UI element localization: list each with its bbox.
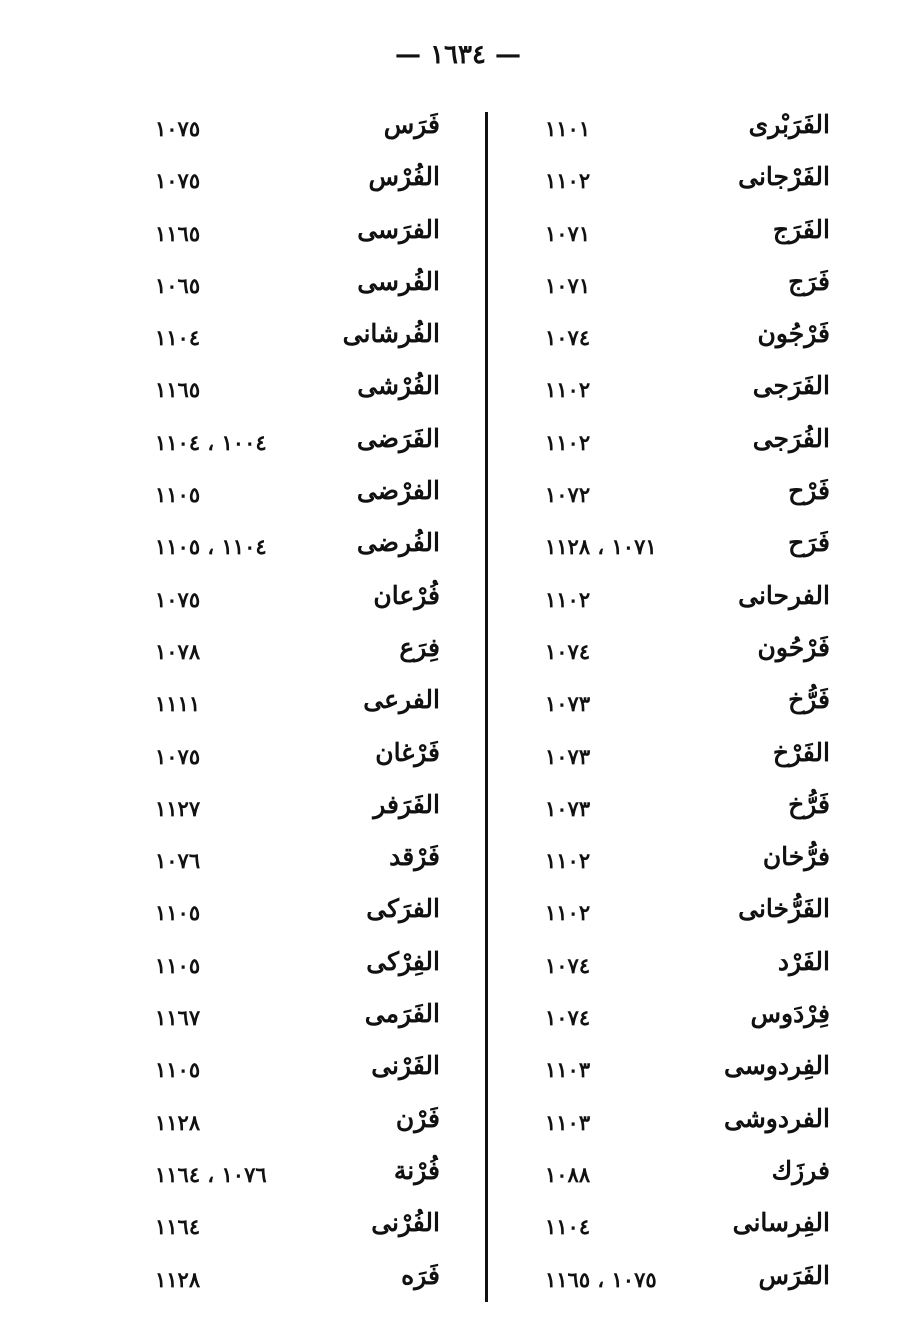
entry-page-refs: ١٠٧٥ [155, 116, 201, 141]
entry-term: الفَرَبْرى [748, 110, 830, 139]
index-entry [150, 1098, 450, 1150]
index-entry [540, 784, 840, 836]
entry-page-refs: ١١٦٧ [155, 1005, 201, 1031]
entry-term: الفَرَضى [356, 423, 440, 453]
index-entry [150, 732, 450, 784]
entry-term: الفَرَجى [752, 371, 830, 401]
entry-page-refs: ١٠٧٥ [155, 743, 201, 769]
index-entry [540, 941, 840, 993]
entry-term: الفُرْنى [371, 1208, 440, 1238]
entry-page-refs: ١٠٦٥ [155, 272, 201, 298]
index-entry [150, 941, 450, 993]
entry-page-refs: ١٠٨٨ [545, 1161, 591, 1187]
entry-page-refs: ١١٦٥ [155, 377, 201, 403]
entry-term: فِرْدَوس [750, 999, 830, 1029]
index-entry [540, 104, 840, 156]
index-entry [540, 1150, 840, 1202]
entry-term: الفَرْجانى [738, 162, 830, 192]
index-entry [540, 209, 840, 261]
page-number: — ١٦٣٤ — [395, 40, 521, 70]
entry-page-refs: ١٠٧٣ [545, 743, 591, 769]
index-entry [540, 732, 840, 784]
entry-term: فَرَح [788, 528, 830, 558]
entry-term: الفُرْشى [357, 371, 440, 401]
entry-page-refs: ١١٠٢ [545, 168, 591, 194]
entry-term: فَرْقد [389, 842, 440, 872]
index-entry [150, 522, 450, 574]
entry-page-refs: ١١٢٧ [155, 795, 201, 821]
entry-term: الفردوشى [724, 1103, 830, 1133]
entry-page-refs: ١٠٧٦ ، ١١٦٤ [155, 1161, 267, 1187]
entry-page-refs: ١٠٧٦ [155, 848, 201, 874]
entry-term: فَرُّخ [788, 789, 830, 819]
entry-term: فَرْن [395, 1103, 440, 1133]
index-entry [150, 575, 450, 627]
entry-page-refs: ١٠٠٤ ، ١١٠٤ [155, 429, 267, 455]
index-entry [150, 993, 450, 1045]
index-entry [540, 1045, 840, 1097]
entry-term: الفُرشانى [342, 319, 440, 349]
entry-page-refs: ١١٢٨ [155, 1266, 201, 1292]
entry-term: الفُرسى [357, 266, 440, 296]
entry-page-refs: ١٠٧١ [545, 272, 591, 298]
entry-term: الفَرْخ [772, 737, 830, 767]
entry-page-refs: ١١٠٣ [545, 1057, 591, 1083]
entry-term: فرُّخان [762, 842, 830, 872]
entry-page-refs: ١١٠٢ [545, 900, 591, 926]
entry-term: فُرْنة [393, 1155, 440, 1185]
index-entry [540, 1202, 840, 1254]
index-entry [540, 888, 840, 940]
entry-term: فرزَك [771, 1155, 830, 1185]
entry-term: فَرْحُون [757, 632, 830, 662]
entry-term: فَرَس [383, 110, 440, 139]
entry-page-refs: ١١٠٥ [155, 1057, 201, 1083]
entry-term: الفرحانى [738, 580, 830, 610]
entry-term: الفَرَفر [373, 789, 440, 819]
entry-page-refs: ١٠٧٣ [545, 691, 591, 717]
column-divider [485, 112, 488, 1302]
entry-page-refs: ١٠٧٥ [155, 168, 201, 194]
index-entry [540, 1098, 840, 1150]
index-entry [150, 679, 450, 731]
right-column [540, 104, 840, 1307]
entry-page-refs: ١١٠٤ [155, 325, 201, 351]
entry-term: الفَرَمى [364, 999, 440, 1029]
index-entry [540, 836, 840, 888]
entry-term: الفَرْد [777, 946, 830, 976]
index-entry [150, 836, 450, 888]
entry-page-refs: ١١٠٢ [545, 586, 591, 612]
entry-page-refs: ١١١١ [155, 691, 201, 717]
entry-term: الفرْضى [356, 476, 440, 506]
left-column [150, 104, 450, 1307]
entry-page-refs: ١٠٧١ [545, 220, 591, 246]
index-entry [540, 470, 840, 522]
entry-page-refs: ١٠٧٣ [545, 795, 591, 821]
index-entry [150, 1255, 450, 1307]
index-entry [150, 418, 450, 470]
entry-page-refs: ١٠٧٢ [545, 482, 591, 508]
index-entry [150, 156, 450, 208]
entry-term: الفُرَجى [752, 423, 830, 453]
entry-page-refs: ١١٠٢ [545, 377, 591, 403]
entry-page-refs: ١١٠٥ [155, 952, 201, 978]
index-entry [150, 365, 450, 417]
entry-term: فَرْغان [375, 737, 440, 767]
entry-page-refs: ١١٠٤ ، ١١٠٥ [155, 534, 267, 560]
entry-term: الفَرْنى [371, 1051, 440, 1081]
entry-page-refs: ١٠٧٤ [545, 325, 591, 351]
entry-page-refs: ١١٠٢ [545, 429, 591, 455]
entry-term: الفَرَج [772, 214, 830, 244]
index-entry [540, 993, 840, 1045]
index-entry [540, 522, 840, 574]
entry-page-refs: ١٠٧٤ [545, 638, 591, 664]
index-entry [150, 1045, 450, 1097]
index-entry [540, 313, 840, 365]
entry-term: الفَرَس [758, 1260, 830, 1290]
entry-page-refs: ١١٠٢ [545, 848, 591, 874]
entry-term: الفِرْكى [366, 946, 440, 976]
entry-term: الفرَسى [357, 214, 440, 244]
index-entry [150, 784, 450, 836]
entry-page-refs: ١٠٧٤ [545, 1005, 591, 1031]
index-entry [540, 1255, 840, 1307]
index-entry [540, 679, 840, 731]
entry-page-refs: ١٠٧٥ [155, 586, 201, 612]
entry-page-refs: ١٠٧١ ، ١١٢٨ [545, 534, 657, 560]
index-entry [150, 104, 450, 156]
entry-term: فَرْجُون [757, 319, 830, 349]
index-entry [540, 575, 840, 627]
entry-page-refs: ١١٠٥ [155, 482, 201, 508]
index-entry [150, 1202, 450, 1254]
entry-term: فَرَه [401, 1260, 440, 1290]
index-entry [150, 209, 450, 261]
entry-page-refs: ١١٠١ [545, 116, 591, 141]
entry-term: فَرْح [788, 476, 830, 506]
index-entry [150, 470, 450, 522]
entry-page-refs: ١٠٧٤ [545, 952, 591, 978]
index-entry [540, 365, 840, 417]
entry-term: فِرَع [399, 632, 440, 662]
index-entry [150, 627, 450, 679]
entry-term: الفَرُّخانى [738, 894, 830, 924]
entry-term: الفِردوسى [724, 1051, 830, 1081]
index-entry [540, 156, 840, 208]
entry-term: فَرُّخ [788, 685, 830, 715]
entry-page-refs: ١١٦٤ [155, 1214, 201, 1240]
index-entry [540, 627, 840, 679]
index-entry [540, 261, 840, 313]
index-entry [150, 1150, 450, 1202]
index-entry [540, 418, 840, 470]
index-entry [150, 313, 450, 365]
index-entry [150, 261, 450, 313]
entry-term: فَرَج [788, 266, 830, 296]
entry-page-refs: ١٠٧٨ [155, 638, 201, 664]
entry-term: الفِرسانى [732, 1208, 830, 1238]
entry-term: الفُرْس [368, 162, 440, 192]
entry-term: الفرعى [363, 685, 440, 715]
entry-page-refs: ١٠٧٥ ، ١١٦٥ [545, 1266, 657, 1292]
entry-page-refs: ١١٠٤ [545, 1214, 591, 1240]
entry-page-refs: ١١٠٥ [155, 900, 201, 926]
entry-term: فُرْعان [373, 580, 440, 610]
entry-page-refs: ١١٠٣ [545, 1109, 591, 1135]
entry-term: الفرَكى [366, 894, 440, 924]
entry-page-refs: ١١٢٨ [155, 1109, 201, 1135]
entry-term: الفُرضى [356, 528, 440, 558]
index-entry [150, 888, 450, 940]
entry-page-refs: ١١٦٥ [155, 220, 201, 246]
